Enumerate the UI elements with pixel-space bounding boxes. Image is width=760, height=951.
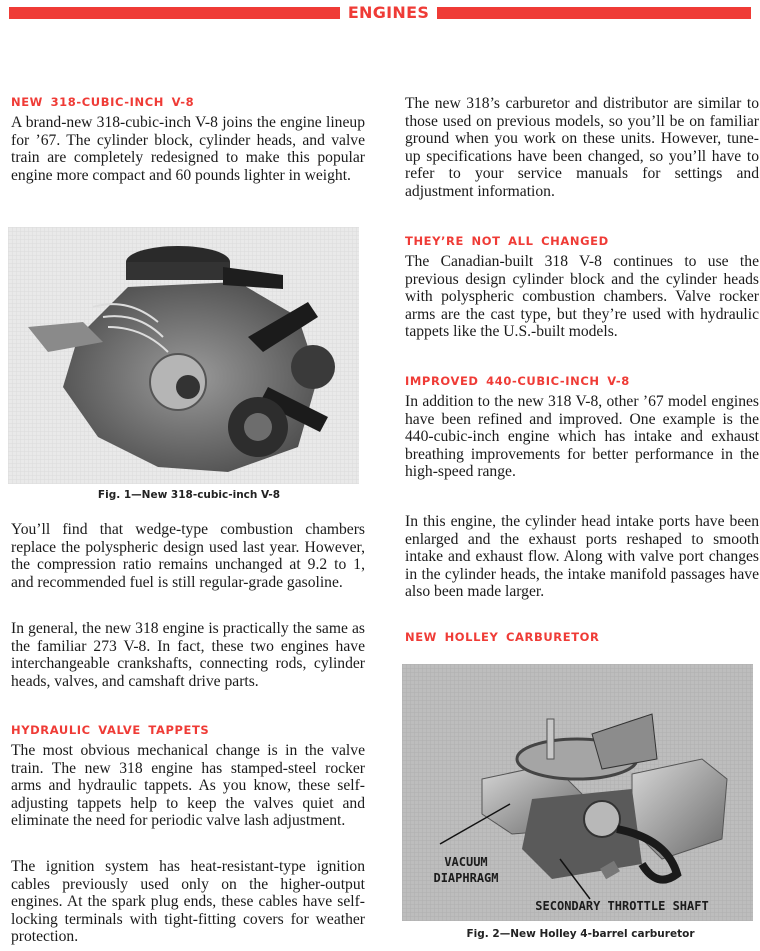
- figure-2-caption: Fig. 2—New Holley 4-barrel carburetor: [466, 928, 695, 940]
- callout-vacuum-line2: DIAPHRAGM: [433, 871, 499, 885]
- paragraph-canadian-built: The Canadian-built 318 V-8 continues to use the previous design cylinder block and the cylinder heads with polyspheric combustion chambers. Valve rocker arms are the cast type, but they’re used with hydraulic tappets like the U.S.-built models.: [405, 253, 759, 341]
- paragraph-new-318: A brand-new 318-cubic-inch V-8 joins the engine lineup for ’67. The cylinder block, cylinder heads, and valve train are completely redesigned to make this popular engine more compact and 60 pounds lighter in weight.: [11, 114, 365, 184]
- banner-bar-left: [9, 7, 340, 19]
- callout-secondary-throttle-shaft: SECONDARY THROTTLE SHAFT: [535, 899, 709, 913]
- paragraph-carburetor-distributor: The new 318’s carburetor and distributor are similar to those used on previous models, so you’ll be on familiar ground when you work on these units. However, tune-up specifications have been changed, so you’ll have to refer to your service manuals for settings and adjustment information.: [405, 95, 759, 200]
- figure-1-caption: Fig. 1—New 318-cubic-inch V-8: [97, 489, 281, 501]
- carburetor-photo: [402, 664, 753, 921]
- paragraph-improved-440: In addition to the new 318 V-8, other ’67 model engines have been refined and improved. One example is the 440-cubic-inch engine which has intake and exhaust breathing improvements for better performance in the high-speed range.: [405, 393, 759, 481]
- paragraph-hydraulic-tappets: The most obvious mechanical change is in the valve train. The new 318 engine has stamped-steel rocker arms and hydraulic tappets. As you know, these self-adjusting tappets help to keep the valves quiet and eliminate the need for periodic valve lash adjustment.: [11, 742, 365, 830]
- callout-vacuum-line1: VACUUM: [444, 855, 488, 869]
- paragraph-cylinder-head-ports: In this engine, the cylinder head intake ports have been enlarged and the exhaust ports reshaped to smooth intake and exhaust flow. Along with valve port changes in the cylinder heads, the intake manifold passages have also been made larger.: [405, 513, 759, 601]
- heading-new-318: NEW 318-CUBIC-INCH V-8: [11, 95, 195, 109]
- figure-1-engine-photo: [8, 227, 359, 484]
- engine-photo: [8, 227, 359, 484]
- paragraph-273-comparison: In general, the new 318 engine is practically the same as the familiar 273 V-8. In fact, these two engines have interchangeable crankshafts, connecting rods, cylinder heads, valves, and camshaft drive parts.: [11, 620, 365, 690]
- heading-hydraulic-tappets: HYDRAULIC VALVE TAPPETS: [11, 723, 210, 737]
- heading-improved-440: IMPROVED 440-CUBIC-INCH V-8: [405, 374, 630, 388]
- heading-holley-carburetor: NEW HOLLEY CARBURETOR: [405, 630, 600, 644]
- paragraph-ignition-system: The ignition system has heat-resistant-type ignition cables previously used only on the higher-output engines. At the spark plug ends, these cables have self-locking terminals with tight-fitting covers for weather protection.: [11, 858, 365, 946]
- banner-title: ENGINES: [347, 3, 430, 22]
- paragraph-wedge-chambers: You’ll find that wedge-type combustion chambers replace the polyspheric design used last year. However, the compression ratio remains unchanged at 9.2 to 1, and recommended fuel is still regular-grade gasoline.: [11, 521, 365, 591]
- banner-bar-right: [437, 7, 751, 19]
- figure-2-carburetor-photo: [402, 664, 753, 921]
- section-banner: [9, 4, 751, 20]
- heading-not-all-changed: THEY’RE NOT ALL CHANGED: [405, 234, 609, 248]
